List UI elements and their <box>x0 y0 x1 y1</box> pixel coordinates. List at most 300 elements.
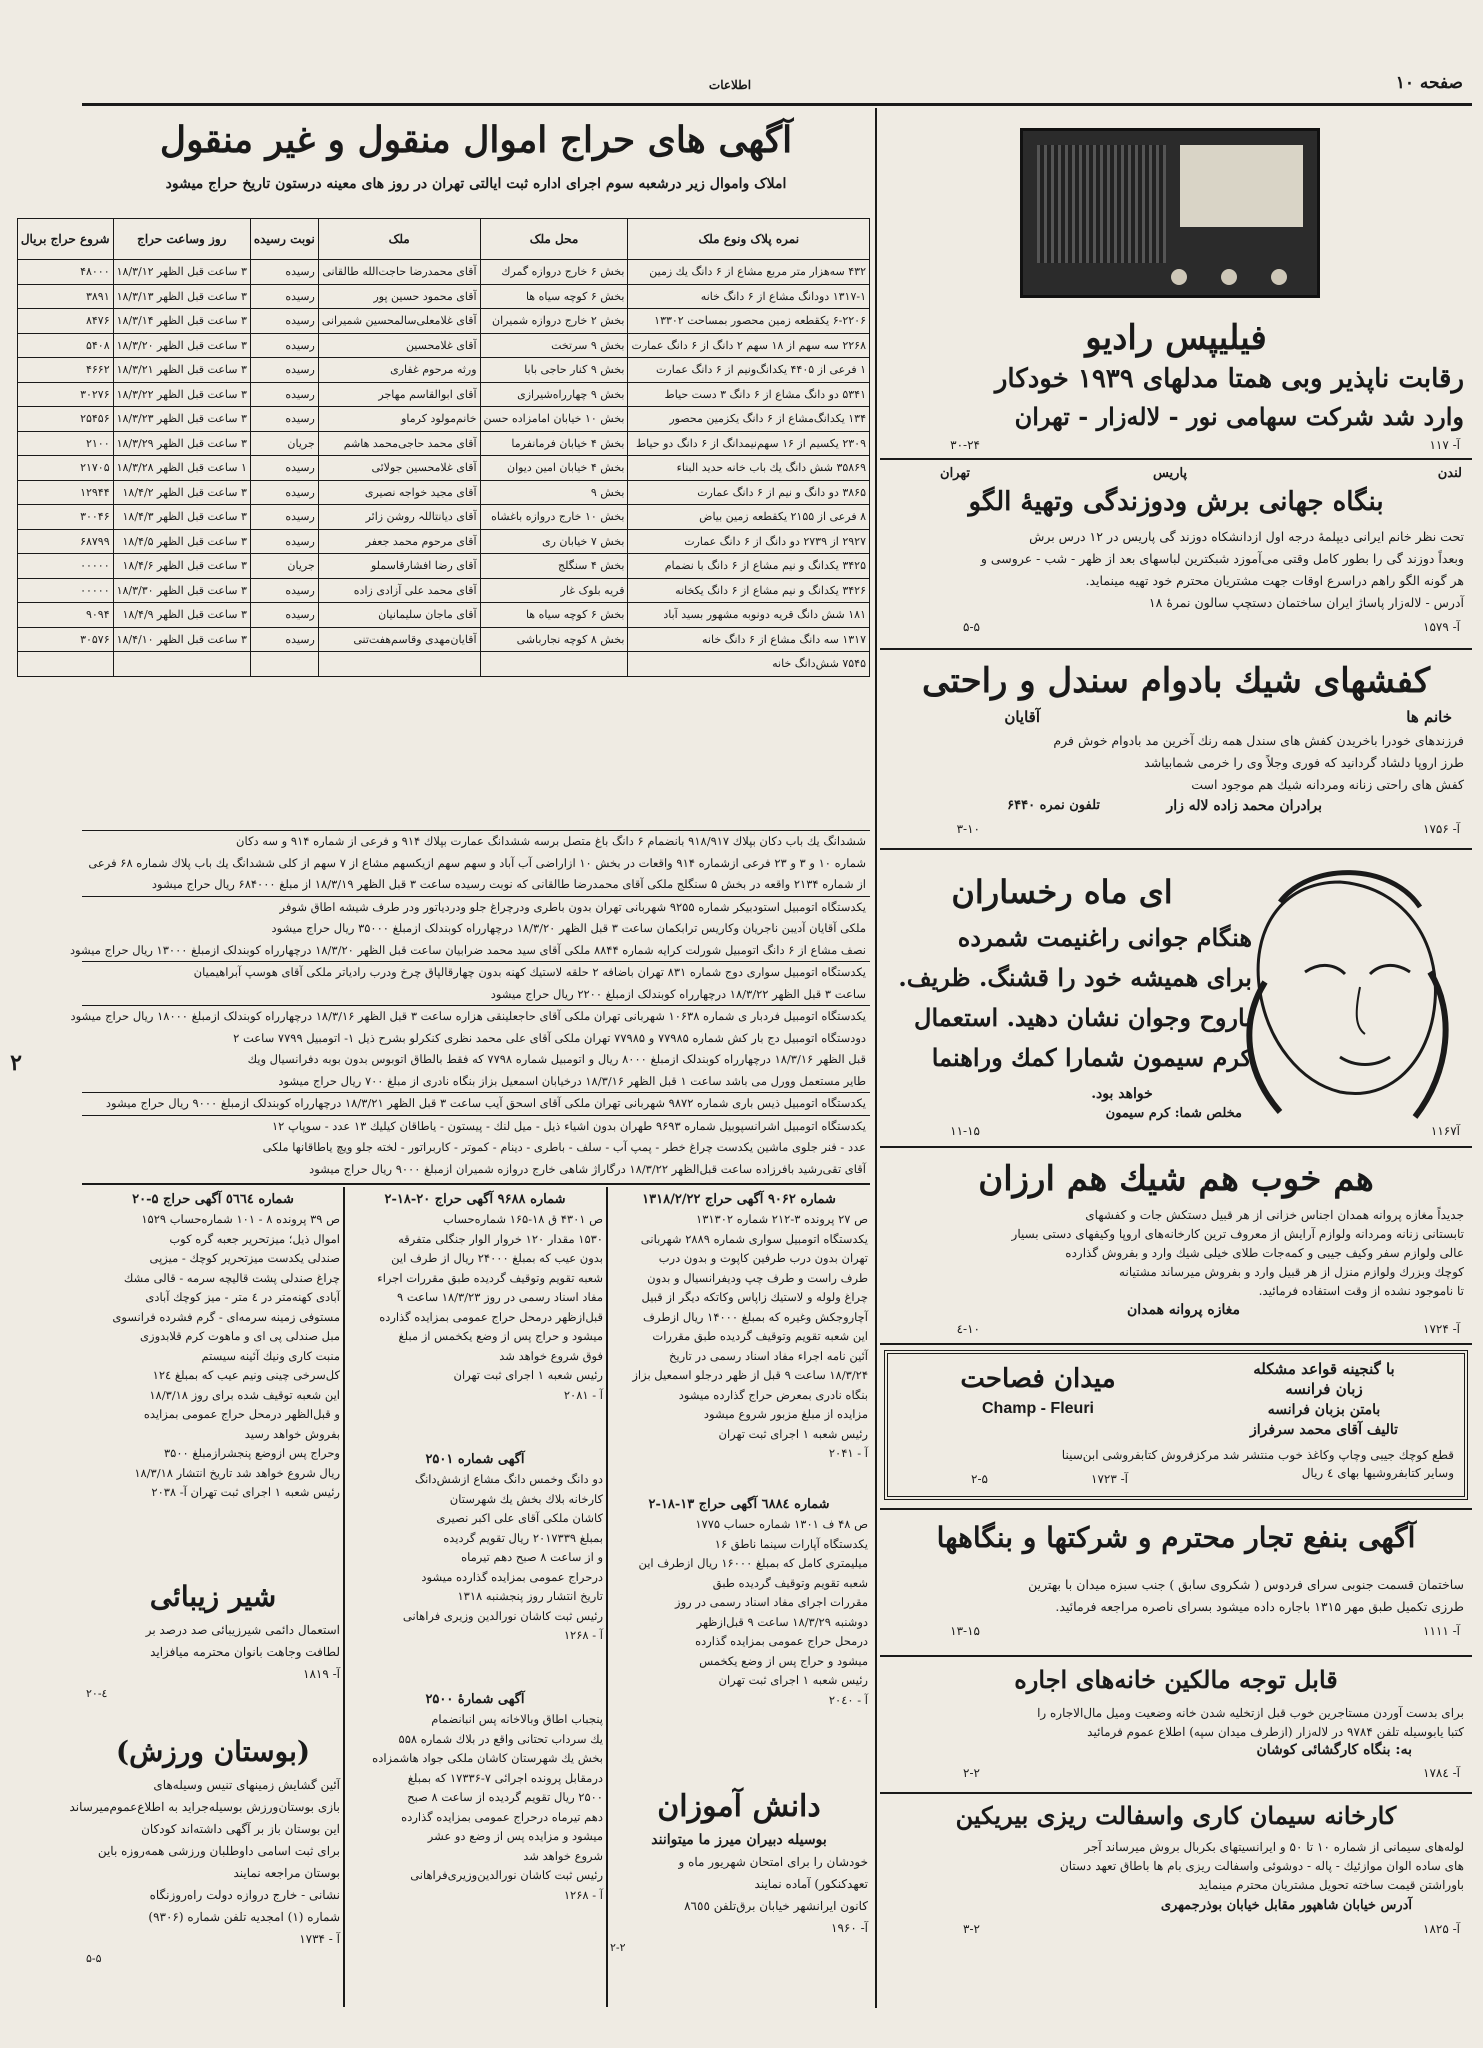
auction-cell: رسیده <box>250 627 318 652</box>
auction-cell: رسیده <box>250 480 318 505</box>
auction-cell: ۴۶۶۲ <box>17 358 113 383</box>
small-ad-line: مقررات اجرای مفاد اسناد رسمی در روز <box>675 1595 868 1609</box>
small-ad-line: صندلی یکدست میزتحریر کوچك - میزپی <box>149 1251 340 1265</box>
small-ad-line: نشانی - خارج دروازه دولت راه‌روزنگاه <box>149 1888 340 1902</box>
tailor-ref: آ- ۱۵۷۹ <box>1423 620 1460 634</box>
auction-note-line: نصف مشاع از ۶ دانگ اتومبیل شورلت کرایه شماره ۸۸۴۴ ملکی آقای سید محمد ضرابیان ساعت قبل الظهر ۱۸/۳/۲۰ درچهارراه کوبندلک ازمبلغ ۱۳۰۰۰ ریال حراج میشود <box>69 942 866 957</box>
auction-cell: ۳ ساعت قبل الظهر ۱۸/۳/۲۰ <box>113 333 250 358</box>
french-right-2: زبان فرانسه <box>1285 1380 1363 1398</box>
auction-note-line: دودستگاه اتومبیل دج بار کش شماره ۷۷۹۸۵ و ۷۷۹۸۵ تهران ملکی آقای علی محمد نظری کنکرلو بشرح ذیل ۱- اتومبیل ۷۷۹۹ ساعت ۲ <box>233 1030 866 1045</box>
small-ad-line: بوستان مراجعه نمایند <box>233 1866 340 1880</box>
auction-cell: بخش ۴ خیابان فرمانفرما <box>480 431 628 456</box>
auction-cell: بخش ۶ خارج دروازه گمرك <box>480 260 628 285</box>
small-ad-line: وحراج پس ازوضع پنجشر‌ازمبلغ ۳۵۰۰ <box>163 1446 340 1460</box>
auction-note-line: یکدستگاه اتومبیل ذیس باری شماره ۹۸۷۲ شهربانی تهران ملکی آقای اسحق آیب ساعت ۳ قبل الظهر ۱۸/۳/۲۱ درچهارراه کوبندلک ازمبلغ ۹۰۰۰ ریال حراج میشود <box>82 1092 870 1115</box>
shoe-label-men: آقایان <box>1004 708 1040 726</box>
small-ad-line: این بوستان باز بر آگهی داشته‌اند کودکان <box>141 1822 340 1836</box>
small-ad-line: آ- ۱۸۱۹ <box>303 1667 340 1681</box>
french-book-ad <box>884 1350 1468 1500</box>
small-ad-heading: شماره ۹۶۸۸ آگهی حراج ۲۰-۱۸-۲ <box>384 1192 566 1207</box>
auction-cell: آقای محمد علی آزادی زاده <box>318 578 480 603</box>
cream-title: ای ماه رخساران <box>951 873 1173 911</box>
auction-cell: رسیده <box>250 333 318 358</box>
auction-cell: ۳ ساعت قبل الظهر ۱۸/۳/۳۰ <box>113 578 250 603</box>
auction-cell: ۳ ساعت قبل الظهر ۱۸/۴/۱۰ <box>113 627 250 652</box>
auction-cell: آقایان‌مهدی وقاسم‌هفت‌تنی <box>318 627 480 652</box>
auction-row <box>17 407 869 432</box>
french-latin-title: Champ - Fleuri <box>981 1400 1094 1417</box>
auction-row <box>17 578 869 603</box>
auction-cell: ۳۸۶۵ دو دانگ و نیم از ۶ دانگ عمارت <box>628 480 870 505</box>
small-ad-line: چراغ صندلی پشت قالیچه سرمه - قالی مشك <box>123 1270 340 1285</box>
auction-row <box>17 431 869 456</box>
auction-cell: آقای رضا افشارقاسملو <box>318 554 480 579</box>
cement-code: ۳-۲ <box>963 1922 980 1936</box>
text-line: فرزندهای خودرا باخریدن کفش های سندل همه رنك آخرین مد بادوام خوش فرم <box>1053 733 1464 748</box>
auction-cell: ۱۳۱۷-۱ دودانگ مشاع از ۶ دانگ خانه <box>628 284 870 309</box>
auction-cell: جریان <box>250 554 318 579</box>
small-ad-line: کاشان ملکی آقای علی اکبر نصیری <box>436 1511 603 1525</box>
small-ad-heading: شماره ٦٨٨٤ آگهی حراج ۱۳-۱۸-۲ <box>648 1497 830 1512</box>
rent-body <box>888 1704 1464 1742</box>
auction-cell <box>17 652 113 677</box>
auction-row <box>17 382 869 407</box>
small-ad-line: و از ساعت ۸ صبح دهم تیرماه <box>461 1550 603 1564</box>
small-ad-bustan <box>69 1730 340 2000</box>
small-ad-line: منبت کاری ونیك آئینه سیستم <box>201 1348 340 1363</box>
auction-cell: ۳ ساعت قبل الظهر ۱۸/۳/۱۴ <box>113 309 250 334</box>
shops-code: ۱۳-۱۵ <box>950 1624 980 1638</box>
auction-cell: بخش ۹ چهارراه‌شیرازی <box>480 382 628 407</box>
auction-cell: ۱۳۴ یکدانگ‌مشاع از ۶ دانگ یکزمین محصور <box>628 407 870 432</box>
auction-cell: ۸ فرعی از ۲۱۵۵ یکقطعه زمین بیاض <box>628 505 870 530</box>
parvaneh-title: هم خوب هم شیك هم ارزان <box>978 1159 1374 1199</box>
small-ad-line: آ - ۲۰٤۰ <box>828 1692 868 1707</box>
shops-ad <box>880 1512 1472 1652</box>
small-ad-line: ۲۵۰۰ ریال تقویم گردیده از ساعت ۸ صبح <box>407 1790 603 1804</box>
small-ad-line: رئیس شعبه ۱ اجرای ثبت تهران <box>718 1426 868 1441</box>
small-ad-line: دهم تیرماه درحراج عمومی بمزایده گذارده <box>401 1809 603 1824</box>
auction-cell: رسیده <box>250 358 318 383</box>
shoe-label-women: خانم ها <box>1406 708 1452 726</box>
small-ad-line: دو دانگ وخمس دانگ مشاع ازشش‌دانگ <box>414 1472 603 1486</box>
auction-col-header: شروع حراج بریال <box>17 219 113 260</box>
small-ad-line: برای ثبت اسامی داوطلبان ورزشی همه‌روزه باین <box>97 1844 340 1858</box>
auction-title: آگهی های حراج اموال منقول و غیر منقول <box>159 119 793 161</box>
auction-row <box>17 456 869 481</box>
auction-row <box>17 358 869 383</box>
auction-row <box>17 284 869 309</box>
text-line: طرز اروپا دلشاد گردانید که فوری وجلاً وی را خرمی شمابیاشد <box>1144 755 1464 770</box>
cream-sign: مخلص شما: کرم سیمون <box>1105 1106 1242 1121</box>
text-line: کوچك وبزرك ولوازم منزل از هر قبیل وارد و بفروش میرساند مشتیانه <box>1119 1265 1464 1279</box>
auction-cell: ۳ ساعت قبل الظهر ۱۸/۳/۲۹ <box>113 431 250 456</box>
auction-cell: ۳ ساعت قبل الظهر ۱۸/۴/۵ <box>113 529 250 554</box>
auction-cell: آقای محمد حاجی‌محمد هاشم <box>318 431 480 456</box>
auction-cell: رسیده <box>250 309 318 334</box>
small-ad-line: استعمال دائمی شیرزیبائی صد درصد بر <box>145 1623 340 1637</box>
small-ad-line: میشود و مزایده پس از وضع دو عشر <box>427 1829 603 1843</box>
text-line: وبعداً دوزند گی را بطور کامل وقتی می‌آموزد شبکترین لباسهای بعد از ظهر - شب - عروسی و <box>980 551 1464 566</box>
small-ad-line: اموال ذیل؛ میزتحریر جعبه گره کوب <box>169 1231 340 1246</box>
small-ad-heading: دانش آموزان <box>657 1789 821 1824</box>
auction-cell: ۰۰۰۰۰ <box>17 578 113 603</box>
auction-row <box>17 480 869 505</box>
auction-cell: بخش ۴ سنگلج <box>480 554 628 579</box>
text-line: باوراشتن قیمت ساخته تحویل مشتریان محترم مینماید <box>1198 1878 1464 1892</box>
rent-title: قابل توجه مالکین خانه‌های اجاره <box>1014 1665 1338 1694</box>
auction-note-line: طایر مستعمل وورل می باشد ساعت ۱ قبل الظهر ۱۸/۳/۱۶ درخیابان اسمعیل بزاز بنگاه نادری از مبلغ ۷۰۰ ریال حراج میشود <box>278 1073 866 1088</box>
auction-note-line: ساعت ۳ قبل الظهر ۱۸/۳/۲۲ درچهارراه کوبندلک ازمبلغ ۲۲۰۰ ریال حراج میشود <box>490 986 866 1001</box>
small-ad-line: آ - ۱۲۶۸ <box>563 1887 603 1902</box>
top-rule <box>82 103 1472 106</box>
auction-note-line: یکدستگاه اتومبیل استودبیکر شماره ۹۲۵۵ شهربانی تهران بدون باطری ودرچراغ جلو ودردیاتور ودر طرف شیشه اطاق شوفر <box>82 896 870 919</box>
tailor-city-tehran: تهران <box>940 466 970 481</box>
auction-cell <box>480 652 628 677</box>
small-ad-shir <box>86 1575 340 1725</box>
auction-notes <box>69 830 870 1180</box>
text-line: برای همیشه خود را قشنگ. ظریف. <box>898 963 1252 992</box>
shops-title: آگهی بنفع تجار محترم و شرکتها و بنگاهها <box>936 1521 1416 1554</box>
auction-cell: بخش ۸ کوچه نجارباشی <box>480 627 628 652</box>
auction-row <box>17 505 869 530</box>
small-ad-3 <box>86 1190 340 1570</box>
auction-cell: ۵۴۰۸ <box>17 333 113 358</box>
shoe-code: ۳-۱۰ <box>956 822 980 836</box>
small-ad-line: رئیس شعبه ۱ اجرای ثبت تهران <box>453 1368 603 1382</box>
small-ad-line: و قبل‌الظهر درمحل حراج عمومی بمزایده <box>143 1407 340 1421</box>
small-ad-line: یکدستگاه اتومبیل سواری شماره ۲۸۸۹ شهربانی <box>640 1231 868 1246</box>
text-line: کفش های راحتی زنانه ومردانه شیك هم موجود است <box>1191 777 1464 792</box>
auction-col-header: ملک <box>318 219 480 260</box>
french-right-4: تالیف آقای محمد سرفراز <box>1249 1422 1399 1438</box>
small-ad-line: ص ۳۹ پرونده ۸ - ۱۰۱ شماره‌حساب ۱۵۲۹ <box>141 1212 340 1226</box>
small-ad-line: آ- ۱۹۶۰ <box>831 1921 868 1935</box>
small-ad-2 <box>347 1190 603 1445</box>
small-ad-danesh <box>610 1785 868 2000</box>
tailor-ad <box>880 462 1472 642</box>
auction-cell: جریان <box>250 431 318 456</box>
auction-cell: آقای محمود حسین پور <box>318 284 480 309</box>
small-ad-line: طرف راست و طرف چپ ودیفرانسیال و بدون <box>647 1270 868 1285</box>
text-line: لوله‌های سیمانی از شماره ۱۰ تا ۵۰ و ایرانسیتهای بکربال بروش میرساند آجر <box>1084 1840 1464 1854</box>
auction-note-line: قبل الظهر ۱۸/۳/۱۶ درچهارراه کوبندلک ازمبلغ ۸۰۰۰ ریال و اتومبیل شماره ۷۷۹۸ که فقط بالطاق اتوبوس بدون بوبه دفرانسیال ویك <box>247 1052 866 1066</box>
auction-row <box>17 627 869 652</box>
auction-note-line: یکدستگاه اتومبیل فردبار ی شماره ۱۰۶۳۸ شهربانی تهران ملکی آقای حاجعلینقی هزاره ساعت ۳ قبل الظهر ۱۸/۳/۱۶ درچهارراه کوبندلک ازمبلغ ۱۸۰۰۰ ریال حراج میشود <box>82 1005 870 1028</box>
auction-note-line: شماره ۱۰ و ۳ و ۲۳ فرعی ازشماره ۹۱۴ واقعات در بخش ۱۰ ازاراضی آب آباد و سهم سهم ازیکسهم مشاع از ۷ سهم از کلی ششدانگ یك باب پلاك شماره ۶۸ فرعی <box>88 855 866 870</box>
auction-cell: ۲۱۷۰۵ <box>17 456 113 481</box>
auction-cell: ۳۰۲۷۶ <box>17 382 113 407</box>
small-ad-line: لطافت وجاهت بانوان محترمه میافزاید <box>150 1645 340 1659</box>
rent-ref: آ- ۱۷۸٤ <box>1423 1766 1460 1780</box>
cream-ref: آ۱۱۶۷ <box>1430 1124 1460 1138</box>
small-ad-line: کانون ایرانشهر خیابان برق‌تلفن ۸٦٥٥ <box>684 1899 868 1913</box>
auction-table <box>20 218 870 677</box>
text-line: هنگام جوانی راغنیمت شمرده <box>957 923 1252 952</box>
auction-cell: ۱ ساعت قبل الظهر ۱۸/۳/۲۸ <box>113 456 250 481</box>
auction-cell: رسیده <box>250 578 318 603</box>
radio-line-2: وارد شد شرکت سهامی نور - لاله‌زار - تهران <box>1014 402 1464 431</box>
small-ad-line: بازی بوستان‌ورزش بوسیله‌جراید به اطلاع‌عموم‌میرساند <box>69 1800 340 1814</box>
small-ad-code: ٤-۲۰ <box>86 1687 108 1700</box>
small-ad-line: ۱۵۳۰ مقدار ۱۲۰ خروار الوار جنگلی متفرقه <box>398 1231 603 1246</box>
auction-cell: آقای غلامحسین جولائی <box>318 456 480 481</box>
margin-mark: ۲ <box>10 1050 22 1076</box>
small-ad-line: تهران بدون درب طرفین کاپوت و بدون درب <box>658 1251 868 1265</box>
auction-cell: ۳۵۸۶۹ شش دانگ یك باب خانه حدید البناء <box>628 456 870 481</box>
auction-cell: ۰۰۰۰۰ <box>17 554 113 579</box>
text-line: های ساده الوان موازئیك - پاله - دوشوئی واسفالت ریزی بام ها باطاق تعهد دستان <box>1059 1859 1464 1873</box>
auction-cell: ورثه مرحوم غفاری <box>318 358 480 383</box>
shoe-title: کفشهای شیك بادوام سندل و راحتی <box>921 661 1431 701</box>
auction-cell <box>250 652 318 677</box>
radio-title: فیلیپس رادیو <box>1085 318 1267 358</box>
auction-cell: بخش ۹ <box>480 480 628 505</box>
tailor-city-paris: پاریس <box>1152 466 1188 481</box>
small-ad-line: رئیس ثبت کاشان نورالدین‌وزیری‌فراهانی <box>410 1868 603 1882</box>
small-ad-line: ۱۸/۳/۲۴ ساعت ۹ قبل از ظهر درجلو اسمعیل بزاز <box>632 1368 868 1382</box>
small-ad-line: آ - ۲۰۴۱ <box>828 1446 868 1460</box>
radio-image <box>1020 128 1320 298</box>
rent-code: ۲-۲ <box>963 1766 980 1780</box>
parvaneh-body <box>888 1206 1464 1301</box>
auction-cell: ۳ ساعت قبل الظهر ۱۸/۴/۶ <box>113 554 250 579</box>
tailor-title: بنگاه جهانی برش ودوزندگی وتهیهٔ الگو <box>968 487 1384 517</box>
small-ad-line: پنجباب اطاق وبالاخانه پس انبانضمام <box>431 1712 603 1726</box>
auction-row <box>17 554 869 579</box>
auction-row <box>17 652 869 677</box>
auction-cell: ۴۳۲ سه‌هزار متر مربع مشاع از ۶ دانگ یك زمین <box>628 260 870 285</box>
auction-cell: بخش ۲ خارج دروازه شمیران <box>480 309 628 334</box>
auction-cell: ۳۴۲۶ یکدانگ و نیم مشاع از ۶ دانگ یکخانه <box>628 578 870 603</box>
text-line: عالی ولوازم سفر وکیف جیبی و کمه‌جات طلای خیلی شیك وارد و بفروش گذارده <box>1065 1246 1464 1260</box>
auction-cell: ۳۰۰۴۶ <box>17 505 113 530</box>
small-ad-line: رئیس شعبه ۱ اجرای ثبت تهران <box>718 1673 868 1687</box>
auction-row <box>17 333 869 358</box>
auction-cell: بخش ۶ کوچه سیاه ها <box>480 603 628 628</box>
auction-cell: آقای مرحوم محمد جعفر <box>318 529 480 554</box>
small-ad-line: ص ۲۷ پرونده ۳-۲۱۲ شماره ۱۳۱۳۰۲ <box>696 1212 868 1226</box>
small-ad-line: مستوفی زمینه سرمه‌ای - گرم فشرده فرانسوی <box>112 1309 340 1324</box>
auction-cell: ۳ ساعت قبل الظهر ۱۸/۳/۱۳ <box>113 284 250 309</box>
small-ad-line: شروع خواهد شد <box>523 1848 603 1863</box>
cream-code: ۱۱-۱۵ <box>950 1124 980 1138</box>
auction-row <box>17 309 869 334</box>
small-ad-line: آبادی کهنه‌متر در ٤ متر - میز کوچك آبادی <box>145 1290 340 1304</box>
small-ad-line: ص ۴۸ ف ۱۳۰۱ شماره حساب ۱۷۷۵ <box>695 1517 868 1531</box>
small-ad-line: ریال شروع خواهد شد تاریخ انتشار ۱۸/۳/۱۸ <box>134 1465 340 1480</box>
auction-cell: ۳ ساعت قبل الظهر ۱۸/۴/۲ <box>113 480 250 505</box>
auction-cell: ۱ فرعی از ۴۴۰۵ یکدانگ‌ونیم از ۶ دانگ عمارت <box>628 358 870 383</box>
small-ad-line: شماره (۱) امجدیه تلفن شماره (۹۳۰۶) <box>148 1910 340 1924</box>
text-line: وسایر کتابفروشیها بهای ٤ ریال <box>1301 1466 1454 1480</box>
auction-cell: ۶۸۷۹۹ <box>17 529 113 554</box>
french-right-3: بامتن بزبان فرانسه <box>1267 1402 1381 1418</box>
auction-cell: ۱۸۱ شش دانگ قریه دونوبه مشهور بسید آباد <box>628 603 870 628</box>
tailor-code: ۵-۵ <box>963 620 980 634</box>
auction-cell: آقای غلامحسین <box>318 333 480 358</box>
auction-cell: رسیده <box>250 456 318 481</box>
cement-address: آدرس خیابان شاهپور مقابل خیابان بوذرجمهری <box>1160 1898 1412 1913</box>
auction-cell: ۵۳۴۱ دو دانگ مشاع از ۶ دانگ ۳ دست حیاط <box>628 382 870 407</box>
auction-cell: آقای دیانتاللہ روشن زائر <box>318 505 480 530</box>
small-ad-line: مبل صندلی پی ای و ماهوت کرم قلابدوزی <box>140 1329 340 1343</box>
text-line: هر گونه الگو راهم دراسرع اوقات جهت مشتریان محترم خود تهیه مینماید. <box>1085 573 1464 588</box>
shoe-ref: آ- ۱۷۵۶ <box>1423 822 1460 836</box>
small-ad-line: کل‌سرخی چینی ونیم عیب که بمبلغ ۱۲٤ <box>152 1368 340 1382</box>
small-ad-line: درمحل حراج عمومی بمزایده گذارده <box>695 1634 868 1648</box>
cream-lines <box>882 918 1252 1078</box>
auction-cell: ۳ ساعت قبل الظهر ۱۸/۳/۲۲ <box>113 382 250 407</box>
small-ad-line: مفاد اسناد رسمی در روز ۱۸/۳/۲۳ ساعت ۹ <box>396 1290 603 1304</box>
auction-cell: بخش ۴ خیابان امین دیوان <box>480 456 628 481</box>
text-line: برای بدست آوردن مستاجرین خوب قبل ازتخلیه شدن خانه وضعیت ومیل مال‌الاجاره را <box>1037 1706 1464 1720</box>
auction-cell: قریه بلوک غار <box>480 578 628 603</box>
cream-tail: خواهد بود. <box>1091 1086 1153 1102</box>
auction-cell: رسیده <box>250 382 318 407</box>
radio-ad <box>880 108 1472 453</box>
auction-note-line: یکدستگاه اتومبیل اشرانسپوبیل شماره ۹۶۹۳ طهران بدون اشیاء ذیل - میل لنك - پیستون - یاطاقان کیلیك ۱۳ عدد - سوپاپ ۱۲ <box>82 1115 870 1138</box>
french-title: میدان فصاحت <box>960 1364 1116 1394</box>
small-ad-line: بدون عیب که بمبلغ ۲۴۰۰۰ ریال از طرف این <box>391 1251 603 1265</box>
cement-ad <box>880 1796 1472 1946</box>
parvaneh-code: ۱۰-٤ <box>956 1322 980 1336</box>
small-ad-heading: (بوستان ورزش) <box>115 1735 311 1768</box>
small-ad-line: رئیس شعبه ۱ اجرای ثبت تهران آ- ۲۰۳۸ <box>151 1485 340 1499</box>
shops-body <box>888 1574 1464 1618</box>
small-ad-code: ۲-۲ <box>610 1941 626 1954</box>
small-ad-line: شعبه تقویم وتوقیف گردیده طبق <box>712 1575 868 1590</box>
radio-code: ۳۰-۲۴ <box>950 438 980 452</box>
auction-cell <box>318 652 480 677</box>
masthead: اطلاعات <box>708 78 752 92</box>
auction-section <box>20 108 870 1188</box>
rent-ad <box>880 1660 1472 1788</box>
auction-cell: بخش ۱۰ خیابان امامزاده حسن <box>480 407 628 432</box>
shops-ref: آ- ۱۱۱۱ <box>1423 1624 1460 1638</box>
auction-cell: ۷۵۴۵ شش‌دانگ خانه <box>628 652 870 677</box>
small-ad-line: این شعبه تقویم وتوقیف گردیده طبق مقررات <box>652 1329 868 1343</box>
small-ad-line: میلیمتری کامل که بمبلغ ۱۶۰۰۰ ریال ازطرف این <box>638 1556 868 1570</box>
cement-title: کارخانه سیمان کاری واسفالت ریزی بیریکین <box>955 1801 1397 1830</box>
auction-cell: ۲۳۰۹ یکسیم از ۱۶ سهم‌نیمدانگ از ۶ دانگ دو حیاط <box>628 431 870 456</box>
auction-cell: آقای ماجان سلیمانیان <box>318 603 480 628</box>
small-ad-line: آ - ۱۲۶۸ <box>563 1628 603 1642</box>
small-ad-line: میشود و حراج پس از وضع یکخمس <box>699 1653 868 1668</box>
french-right-1: با گنجینه قواعد مشکله <box>1253 1360 1395 1378</box>
text-line: تحت نظر خانم ایرانی دیپلمهٔ درجه اول ازدانشکاه دوزند گی پاریس در ۱۲ درس برش <box>1029 529 1464 544</box>
auction-note-line: ششدانگ یك باب دکان بپلاك ۹۱۸/۹۱۷ بانضمام ۶ دانگ باغ متصل برسه ششدانگ عمارت بپلاك ۹۱۴ و فرعی از شماره ۹۱۴ و سه دکان <box>236 834 866 848</box>
french-code: ۲-۵ <box>971 1472 988 1486</box>
small-ad-heading: شماره ٥٦٦٤ آگهی حراج ۵-۲۰ <box>132 1192 294 1207</box>
auction-col-header: محل ملک <box>480 219 628 260</box>
small-ad-line: آ - ۲۰۸۱ <box>563 1387 603 1402</box>
auction-cell: ۲۱۰۰ <box>17 431 113 456</box>
radio-ref: آ- ۱۱۷ <box>1429 438 1460 452</box>
auction-cell: خانم‌مولود کرماو <box>318 407 480 432</box>
auction-cell: ۴۸۰۰۰ <box>17 260 113 285</box>
text-line: ساختمان قسمت جنوبی سرای فردوس ( شکروی سابق ) جنب سبزه میدان با بهترین <box>1028 1577 1464 1592</box>
auction-row <box>17 603 869 628</box>
column-divider <box>875 108 877 2008</box>
small-ad-line: بخش یك شهرستان کاشان ملکی جواد هاشمزاده <box>372 1751 603 1765</box>
parvaneh-ad <box>880 1150 1472 1340</box>
auction-cell: رسیده <box>250 260 318 285</box>
auction-cell: ۳ ساعت قبل الظهر ۱۸/۴/۳ <box>113 505 250 530</box>
french-ref: آ- ۱۷۲۳ <box>1091 1472 1128 1486</box>
auction-col-header: نمره پلاک ونوع ملک <box>628 219 870 260</box>
auction-note-line: آقای تقی‌رشید بافرزاده ساعت قبل‌الظهر ۱۸/۳/۲۲ درگاراژ شاهی خارج دروازه شمیران ازمبلغ ۹۰۰۰ ریال حراج میشود <box>309 1161 866 1176</box>
small-ad-line: دوشنبه ۱۸/۳/۲۹ ساعت ۹ قبل‌ازظهر <box>696 1614 868 1629</box>
auction-subtitle: املاک واموال زیر درشعبه سوم اجرای اداره ثبت ایالتی تهران در روز های معینه درستون تاریخ حراج میشود <box>165 176 787 192</box>
auction-cell: ۲۲۶۸ سه سهم از ۱۸ سهم ۲ دانگ از ۶ دانگ عمارت <box>628 333 870 358</box>
small-ad-line: آئین نامه اجراء مفاد اسناد رسمی در تاریخ <box>669 1348 868 1363</box>
small-ad-line: کارخانه بلاك بخش یك شهرستان <box>449 1491 603 1506</box>
woman-face-illustration <box>1220 862 1460 1132</box>
small-ad-line: مزایده از مبلغ مزبور شروع میشود <box>703 1407 868 1421</box>
small-ad-line: تعهدکنکور) آماده نمایند <box>754 1877 868 1891</box>
small-ad-1 <box>610 1190 868 1490</box>
auction-note-line: عدد - فنر جلوی ماشین یکدست چراغ خطر - پمپ آب - سلف - باطری - دینام - کموتر - کاربراتور - لخته جلو ویچ یاطاقانها ملکی <box>262 1140 866 1154</box>
auction-cell: آقای غلامعلی‌سالمحسین شمیرانی <box>318 309 480 334</box>
page-number: صفحه ۱۰ <box>1395 73 1463 93</box>
tailor-body <box>888 526 1464 614</box>
auction-cell: ۳ ساعت قبل الظهر ۱۸/۳/۱۲ <box>113 260 250 285</box>
auction-cell: ۹۰۹۴ <box>17 603 113 628</box>
auction-cell: ۱۲۹۴۴ <box>17 480 113 505</box>
cement-ref: آ- ۱۸۲۵ <box>1423 1922 1460 1936</box>
small-ad-line: تاریخ انتشار روز پنجشنبه ۱۳۱۸ <box>457 1589 603 1603</box>
text-line: کرم سیمون شمارا کمك وراهنما <box>931 1043 1252 1072</box>
auction-cell <box>113 652 250 677</box>
small-ad-6 <box>347 1690 603 2000</box>
small-ad-line: رئیس ثبت کاشان نورالدین وزیری فراهانی <box>402 1608 603 1623</box>
auction-cell: رسیده <box>250 284 318 309</box>
small-ad-heading: آگهی شمارهٔ ۲۵۰۰ <box>425 1692 525 1707</box>
small-ad-line: یکدستگاه آپارات سینما ناطق ۱۶ <box>714 1536 868 1551</box>
small-ad-heading: شماره ۹۰۶۲ آگهی حراج ۱۳۱۸/۲/۲۲ <box>642 1192 836 1207</box>
shoe-body <box>888 730 1464 796</box>
tailor-city-london: لندن <box>1437 466 1462 481</box>
small-ad-code: ۵-۵ <box>86 1952 102 1965</box>
rent-agency: به: بنگاه کارگشائی کوشان <box>1256 1742 1412 1758</box>
small-ad-line: این شعبه توقیف شده برای روز ۱۸/۳/۱۸ <box>149 1387 340 1402</box>
auction-cell: بخش ۶ کوچه سیاه ها <box>480 284 628 309</box>
auction-cell: رسیده <box>250 529 318 554</box>
text-line: قطع کوچك جیبی وچاپ وکاغذ خوب منتشر شد مرکزفروش کتابفروشی ابن‌سینا <box>1061 1448 1454 1462</box>
small-ad-heading: شیر زیبائی <box>149 1580 277 1613</box>
small-ad-line: ص ۴۳۰۱ ق ۱۸-۱۶۵ شماره‌حساب <box>442 1212 603 1226</box>
auction-cell: بخش ۷ خیابان ری <box>480 529 628 554</box>
small-ad-line: بنگاه نادری بمعرض حراج گذارده میشود <box>678 1387 868 1402</box>
auction-note-line: یکدستگاه اتومبیل سواری دوج شماره ۸۳۱ تهران باضافه ۲ حلقه لاستیك کهنه بدون چهارقالپاق چرخ ودرب رادیاتر ملکی آقای هوسپ آبراهیمیان <box>82 961 870 984</box>
small-ad-line: بفروش خواهد رسید <box>244 1426 340 1441</box>
auction-cell: ۱۳۱۷ سه دانگ مشاع از ۶ دانگ خانه <box>628 627 870 652</box>
auction-cell: بخش ۹ کنار حاجی بابا <box>480 358 628 383</box>
text-line: جدیداً مغازه پروانه همدان اجناس خزانی از هر قبیل دستکش جات و کفشهای <box>1085 1208 1464 1222</box>
auction-cell: رسیده <box>250 603 318 628</box>
auction-cell: ۳ ساعت قبل الظهر ۱۸/۴/۹ <box>113 603 250 628</box>
small-ad-line: خودشان را برای امتحان شهریور ماه و <box>678 1855 868 1869</box>
auction-row <box>17 529 869 554</box>
small-ad-line: آ - ۱۷۳۴ <box>299 1932 340 1946</box>
auction-cell: آقای مجید خواجه نصیری <box>318 480 480 505</box>
small-ad-line: قبل‌ازظهر درمحل حراج عمومی بمزایده گذارده <box>379 1309 603 1324</box>
small-ad-5 <box>347 1450 603 1685</box>
auction-cell: آقای محمدرضا حاجت‌الله طالقانی <box>318 260 480 285</box>
text-line: آدرس - لاله‌زار پاساژ ایران ساختمان دستچپ سالون نمرهٔ ۱۸ <box>1148 595 1464 610</box>
text-line: تا ناموجود نشده از وقت استفاده فرمائید. <box>1258 1284 1464 1298</box>
